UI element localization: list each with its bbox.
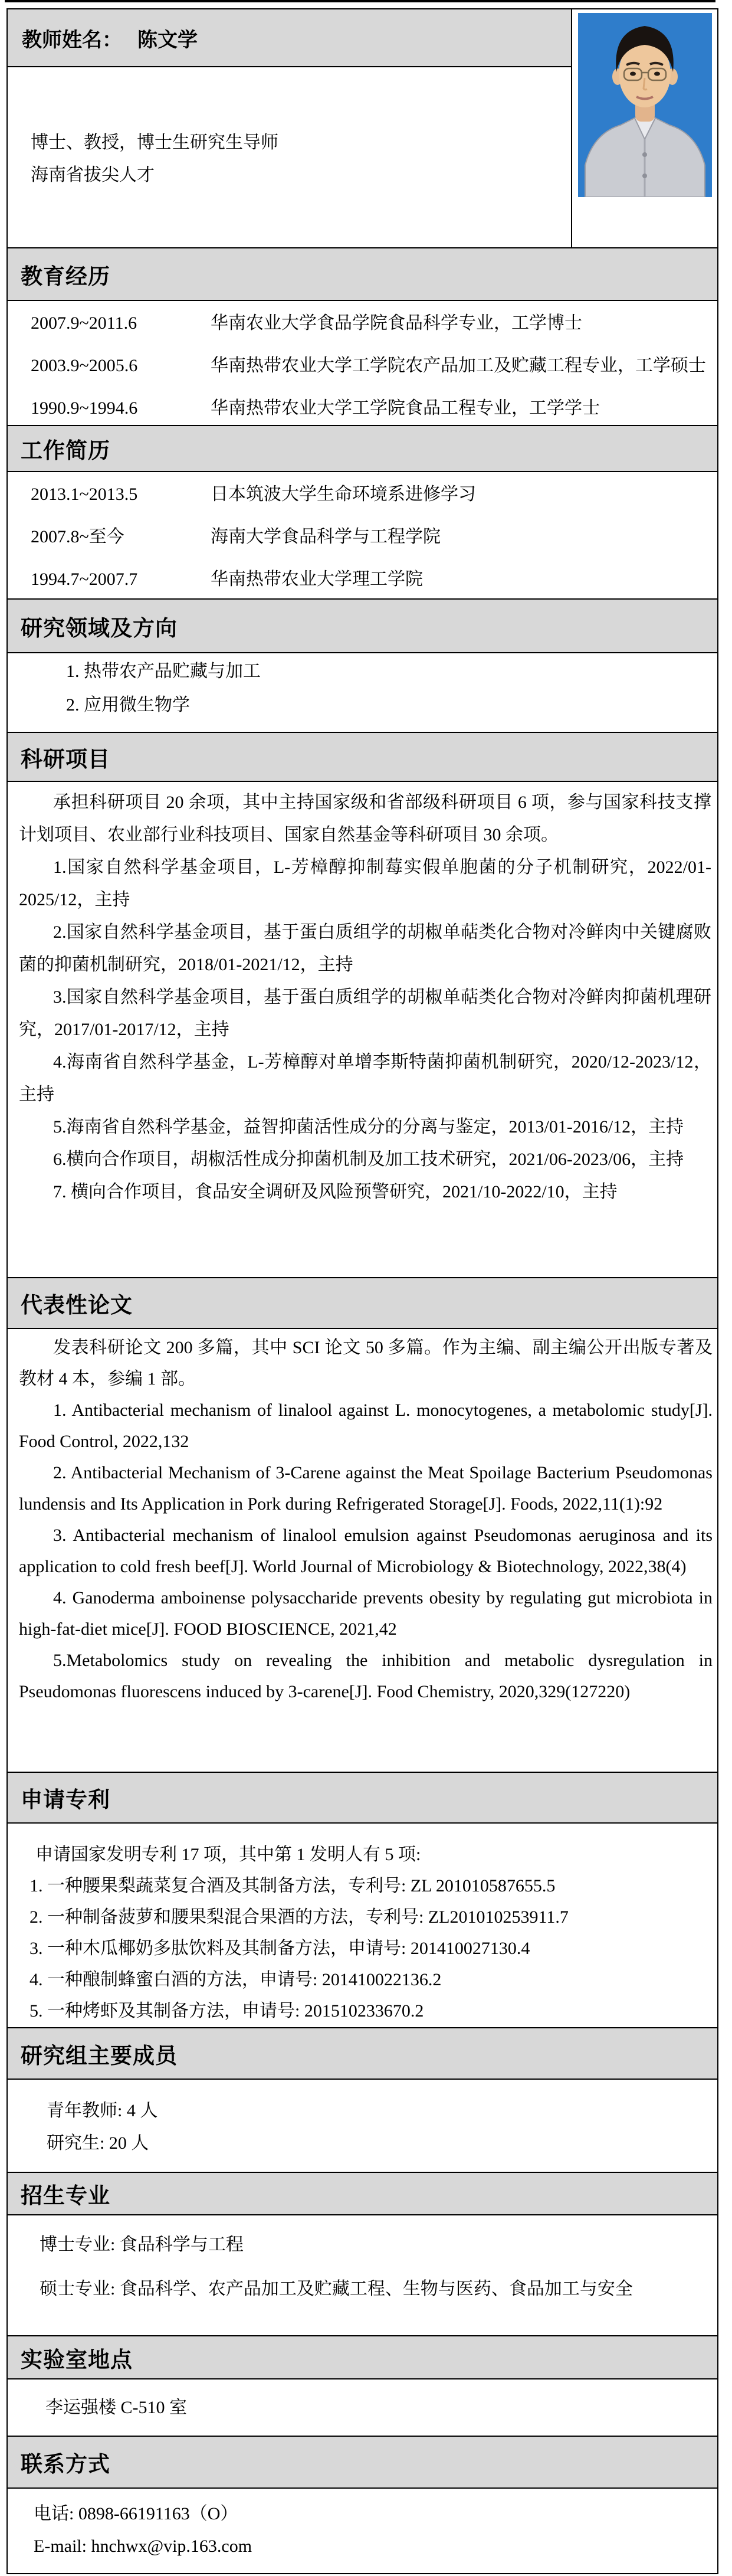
contact-email: E-mail: hnchwx@vip.163.com — [34, 2536, 252, 2556]
project-item: 4.海南省自然科学基金，L-芳樟醇对单增李斯特菌抑菌机制研究，2020/12-2023/12，主持 — [19, 1052, 711, 1104]
photo-cell — [571, 9, 717, 247]
section-heading-patents — [8, 1772, 717, 1824]
major-item: 硕士专业: 食品科学、农产品加工及贮藏工程、生物与医药、食品加工与安全 — [40, 2279, 633, 2299]
patent-item: 3. 一种木瓜椰奶多肽饮料及其制备方法，申请号: 201410027130.4 — [29, 1939, 530, 1958]
work-period: 2007.8~至今 — [31, 527, 124, 546]
section-heading-label: 教育经历 — [21, 264, 110, 289]
work-item — [31, 473, 717, 516]
work-period: 2013.1~2013.5 — [31, 485, 138, 504]
section-heading-contact — [8, 2436, 717, 2489]
eye — [654, 72, 660, 76]
education-item — [31, 345, 717, 387]
teacher-portrait-photo — [578, 13, 712, 197]
section-heading-label: 科研项目 — [21, 747, 110, 772]
section-heading-work — [8, 425, 717, 472]
profile-table — [6, 8, 718, 2574]
section-heading-label: 申请专利 — [21, 1788, 110, 1812]
paper-item: 2. Antibacterial Mechanism of 3-Carene against the Meat Spoilage Bacterium Pseudomonas lundensis and Its Application in Pork during Refrigerated Storage[J]. Foods, 2022,11(1):92 — [19, 1463, 713, 1514]
teacher-name-label: 教师姓名： — [22, 29, 122, 51]
education-item — [31, 387, 717, 425]
work-item — [31, 516, 717, 558]
research-area-item: 2. 应用微生物学 — [66, 695, 190, 715]
section-heading-label: 研究组主要成员 — [21, 2044, 178, 2068]
page-top-edge — [5, 0, 715, 2]
section-heading-education — [8, 247, 717, 301]
header-block — [8, 9, 717, 247]
education-detail: 华南热带农业大学工学院农产品加工及贮藏工程专业，工学硕士 — [211, 356, 706, 375]
paper-item: 1. Antibacterial mechanism of linalool against L. monocytogenes, a metabolomic study[J]. Food Control, 2022,132 — [19, 1400, 713, 1451]
project-item: 6.横向合作项目，胡椒活性成分抑菌机制及加工技术研究，2021/06-2023/06，主持 — [53, 1150, 684, 1169]
teacher-name-value: 陈文学 — [137, 29, 198, 51]
section-heading-label: 研究领域及方向 — [21, 616, 178, 641]
section-body-patents — [8, 1824, 717, 2027]
lab-location: 李运强楼 C-510 室 — [45, 2398, 187, 2417]
teacher-title-line: 博士、教授，博士生研究生导师 — [31, 133, 278, 152]
patents-intro: 申请国家发明专利 17 项，其中第 1 发明人有 5 项: — [35, 1845, 421, 1864]
section-heading-label: 代表性论文 — [21, 1294, 133, 1318]
eye — [630, 72, 636, 76]
section-body-team — [8, 2080, 717, 2172]
education-detail: 华南热带农业大学工学院食品工程专业，工学学士 — [211, 398, 600, 418]
section-body-education — [8, 301, 717, 425]
project-item: 2.国家自然科学基金项目，基于蛋白质组学的胡椒单萜类化合物对冷鲜肉中关键腐败菌的抑菌机制研究，2018/01-2021/12，主持 — [19, 922, 711, 974]
education-item — [31, 302, 717, 345]
section-heading-label: 工作简历 — [21, 439, 110, 463]
patent-item: 5. 一种烤虾及其制备方法，申请号: 201510233670.2 — [29, 2001, 424, 2021]
project-item: 3.国家自然科学基金项目，基于蛋白质组学的胡椒单萜类化合物对冷鲜肉抑菌机理研究，2017/01-2017/12，主持 — [19, 987, 711, 1039]
contact-phone: 电话: 0898-66191163（O） — [34, 2504, 238, 2523]
teacher-title-block — [8, 67, 571, 247]
shirt-button — [642, 152, 647, 157]
section-body-work — [8, 472, 717, 598]
section-heading-projects — [8, 732, 717, 782]
teacher-name-row — [8, 9, 571, 67]
section-body-projects — [8, 782, 717, 1277]
paper-item: 4. Ganoderma amboinense polysaccharide prevents obesity by regulating gut microbiota in high-fat-diet mice[J]. FOOD BIOSCIENCE, 2021,42 — [19, 1588, 713, 1639]
project-item: 1.国家自然科学基金项目，L-芳樟醇抑制莓实假单胞菌的分子机制研究，2022/01-2025/12，主持 — [19, 857, 711, 909]
section-body-contact — [8, 2489, 717, 2573]
education-period: 2007.9~2011.6 — [31, 313, 137, 333]
paper-item: 5.Metabolomics study on revealing the inhibition and metabolic dysregulation in Pseudomonas fluorescens induced by 3-carene[J]. Food Chemistry, 2020,329(127220) — [19, 1651, 713, 1701]
work-detail: 日本筑波大学生命环境系进修学习 — [211, 485, 476, 504]
work-period: 1994.7~2007.7 — [31, 569, 138, 589]
team-item: 研究生: 20 人 — [47, 2133, 149, 2153]
work-detail: 海南大学食品科学与工程学院 — [211, 527, 441, 546]
paper-item: 3. Antibacterial mechanism of linalool emulsion against Pseudomonas aeruginosa and its application to cold fresh beef[J]. World Journal of Microbiology & Biotechnology, 2022,38(4) — [19, 1526, 713, 1576]
work-detail: 华南热带农业大学理工学院 — [211, 569, 423, 589]
section-heading-label: 实验室地点 — [21, 2348, 133, 2372]
patent-item: 4. 一种酿制蜂蜜白酒的方法，申请号: 201410022136.2 — [29, 1970, 442, 1989]
section-body-papers — [8, 1329, 717, 1772]
header-text-column — [8, 9, 571, 247]
patent-item: 1. 一种腰果梨蔬菜复合酒及其制备方法，专利号: ZL 201010587655.5 — [29, 1876, 556, 1896]
education-period: 2003.9~2005.6 — [31, 356, 138, 375]
section-heading-team — [8, 2027, 717, 2080]
section-heading-lab — [8, 2335, 717, 2379]
section-heading-research-areas — [8, 598, 717, 653]
section-heading-label: 联系方式 — [21, 2453, 110, 2477]
patent-item: 2. 一种制备菠萝和腰果梨混合果酒的方法，专利号: ZL201010253911.7 — [29, 1907, 569, 1927]
teacher-title-line: 海南省拔尖人才 — [31, 165, 155, 185]
major-item: 博士专业: 食品科学与工程 — [40, 2235, 244, 2254]
project-item: 7. 横向合作项目，食品安全调研及风险预警研究，2021/10-2022/10，主持 — [53, 1182, 618, 1202]
team-item: 青年教师: 4 人 — [47, 2101, 158, 2120]
education-detail: 华南农业大学食品学院食品科学专业，工学博士 — [211, 313, 582, 333]
section-heading-papers — [8, 1277, 717, 1329]
papers-intro: 发表科研论文 200 多篇，其中 SCI 论文 50 多篇。作为主编、副主编公开出版专著及教材 4 本，参编 1 部。 — [19, 1338, 713, 1389]
section-body-lab — [8, 2379, 717, 2436]
section-heading-majors — [8, 2172, 717, 2215]
section-heading-label: 招生专业 — [21, 2184, 110, 2208]
work-item — [31, 558, 717, 598]
project-item: 5.海南省自然科学基金，益智抑菌活性成分的分离与鉴定，2013/01-2016/12，主持 — [53, 1117, 684, 1137]
shirt-button — [642, 174, 647, 178]
section-body-research-areas — [8, 653, 717, 732]
education-period: 1990.9~1994.6 — [31, 398, 138, 418]
section-body-majors — [8, 2215, 717, 2335]
projects-intro: 承担科研项目 20 余项，其中主持国家级和省部级科研项目 6 项，参与国家科技支撑计划项目、农业部行业科技项目、国家自然基金等科研项目 30 余项。 — [19, 793, 711, 845]
research-area-item: 1. 热带农产品贮藏与加工 — [66, 662, 261, 681]
